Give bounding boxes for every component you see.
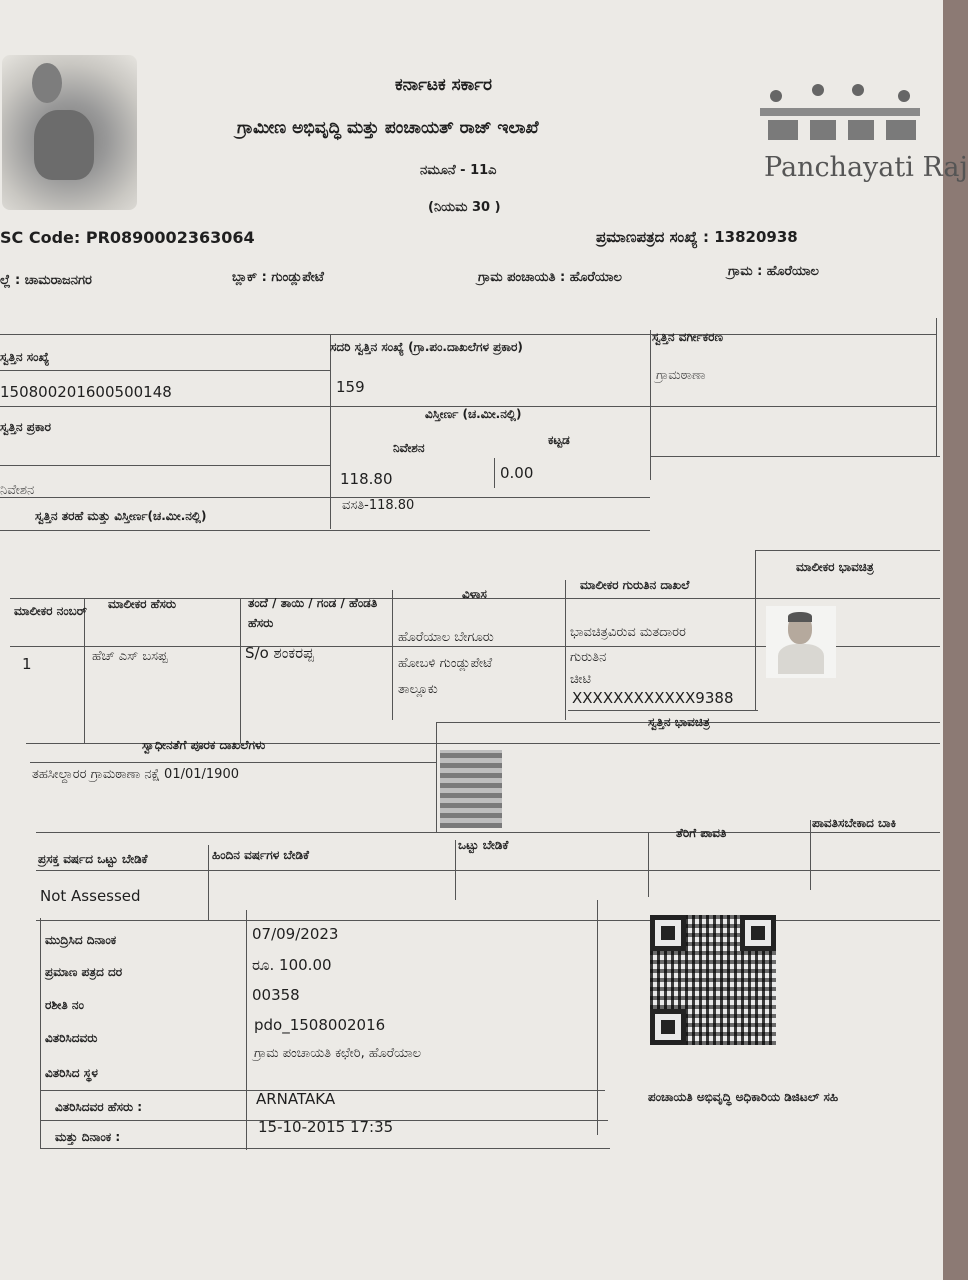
documents-value: ತಹಸೀಲ್ದಾರರ ಗ್ರಾಮಠಾಣಾ ನಕ್ಷೆ 01/01/1900 <box>32 767 239 782</box>
place-label: ವಿತರಿಸಿದ ಸ್ಥಳ <box>45 1066 98 1080</box>
table-border <box>36 832 940 833</box>
property-id-label: ಸ್ವತ್ತಿನ ಸಂಖ್ಯೆ <box>0 350 50 364</box>
id-doc-3: ಚೀಟಿ <box>570 672 591 687</box>
total-demand-label: ಒಟ್ಟು ಬೇಡಿಕೆ <box>458 838 509 852</box>
table-border <box>650 330 651 480</box>
logo-text: Panchayati Raj <box>764 152 968 183</box>
table-border <box>936 318 937 456</box>
table-border <box>392 590 393 720</box>
table-border <box>0 497 650 498</box>
table-border <box>436 722 437 832</box>
issuer-name-label: ವಿತರಿಸಿದವರ ಹೆಸರು : <box>55 1100 143 1114</box>
owner-address-1: ಹೊರೆಯಾಲ ಬೇಗೂರು <box>398 630 494 645</box>
date-value: 15-10-2015 17:35 <box>258 1118 394 1136</box>
block: ಬ್ಲಾಕ್ : ಗುಂಡ್ಲುಪೇಟೆ <box>232 270 324 285</box>
documents-label: ಸ್ವಾಧೀನತೆಗೆ ಪೂರಕ ದಾಖಲೆಗಳು <box>142 738 266 752</box>
table-border <box>597 900 598 1135</box>
receipt-label: ರಶೀತಿ ನಂ <box>45 998 84 1012</box>
digital-signature-label: ಪಂಚಾಯತಿ ಅಭಿವೃದ್ಧಿ ಅಧಿಕಾರಿಯ ಡಿಜಿಟಲ್ ಸಹಿ <box>648 1090 839 1104</box>
property-id-value: 150800201600500148 <box>0 383 172 401</box>
table-border <box>84 598 85 743</box>
karnataka-emblem-icon <box>2 55 137 210</box>
department-title: ಗ್ರಾಮೀಣ ಅಭಿವೃದ್ಧಿ ಮತ್ತು ಪಂಚಾಯತ್ ರಾಜ್ ಇಲಾಖೆ <box>237 118 539 138</box>
table-border <box>755 550 940 551</box>
address-header: ವಿಳಾಸ <box>462 587 487 601</box>
table-border <box>568 710 758 711</box>
table-border <box>36 920 940 921</box>
owner-photo <box>766 606 836 678</box>
table-border <box>240 598 241 743</box>
sadari-value: 159 <box>336 378 365 396</box>
current-year-demand-label: ಪ್ರಸಕ್ತ ವರ್ಷದ ಒಟ್ಟು ಬೇಡಿಕೆ <box>38 852 148 866</box>
certificate-number: ಪ್ರಮಾಣಪತ್ರದ ಸಂಖ್ಯೆ : 13820938 <box>596 228 798 246</box>
kind-area-value: ವಸತಿ-118.80 <box>342 498 415 513</box>
table-border <box>30 762 436 763</box>
issuer-value: pdo_1508002016 <box>254 1016 386 1034</box>
table-border <box>0 530 650 531</box>
balance-due-label: ಪಾವತಿಸಬೇಕಾದ ಬಾಕಿ <box>812 816 897 830</box>
property-type-label: ಸ್ವತ್ತಿನ ಪ್ರಕಾರ <box>0 420 51 434</box>
owner-number: 1 <box>22 655 32 673</box>
table-border <box>455 840 456 900</box>
site-area-value: 118.80 <box>340 470 393 488</box>
owner-relation: S/o ಶಂಕರಪ್ಪ <box>245 644 314 662</box>
property-photo-label: ಸ್ವತ್ತಿನ ಭಾವಚಿತ್ರ <box>648 715 710 729</box>
owner-name: ಹೆಚ್ ಎಸ್ ಬಸಪ್ಪ <box>92 649 168 664</box>
owner-address-3: ತಾಲ್ಲೂಕು <box>398 682 438 697</box>
property-type-value: ನಿವೇಶನ <box>0 483 35 498</box>
printed-date-label: ಮುದ್ರಿಸಿದ ದಿನಾಂಕ <box>45 933 117 947</box>
table-border <box>810 820 811 890</box>
table-border <box>0 370 330 371</box>
table-border <box>0 465 330 466</box>
printed-date: 07/09/2023 <box>252 925 339 943</box>
tax-paid-label: ತೆರಿಗೆ ಪಾವತಿ <box>676 826 727 840</box>
relation-header: ತಂದೆ / ತಾಯಿ / ಗಂಡ / ಹೆಂಡತಿ ಹೆಸರು <box>248 596 378 630</box>
site-label: ನಿವೇಶನ <box>393 441 425 455</box>
sc-code: SC Code: PR0890002363064 <box>0 228 255 247</box>
date-label: ಮತ್ತು ದಿನಾಂಕ : <box>55 1130 121 1144</box>
owner-photo-header: ಮಾಲೀಕರ ಭಾವಚಿತ್ರ <box>796 560 874 574</box>
owner-name-header: ಮಾಲೀಕರ ಹೆಸರು <box>108 597 177 611</box>
table-border <box>565 580 566 720</box>
place-value: ಗ್ರಾಮ ಪಂಚಾಯತಿ ಕಛೇರಿ, ಹೊರೆಯಾಲ <box>254 1046 422 1061</box>
table-border <box>755 550 756 710</box>
village: ಗ್ರಾಮ : ಹೊರೆಯಾಲ <box>728 264 819 279</box>
table-border <box>246 910 247 1150</box>
classification-value: ಗ್ರಾಮಠಾಣಾ <box>656 368 706 383</box>
fee-value: ರೂ. 100.00 <box>252 956 332 974</box>
tax-status: Not Assessed <box>40 887 141 905</box>
form-number: ನಮೂನೆ - 11ಎ <box>420 163 497 178</box>
fee-label: ಪ್ರಮಾಣ ಪತ್ರದ ದರ <box>45 965 123 979</box>
receipt-value: 00358 <box>252 986 300 1004</box>
table-border <box>36 870 940 871</box>
id-doc-2: ಗುರುತಿನ <box>570 650 607 665</box>
rule-number: (ನಿಯಮ 30 ) <box>428 200 501 215</box>
id-doc-1: ಭಾವಚಿತ್ರವಿರುವ ಮತದಾರರ <box>570 625 686 640</box>
table-border <box>40 918 41 1148</box>
issuer-label: ವಿತರಿಸಿದವರು <box>45 1031 98 1045</box>
previous-years-demand-label: ಹಿಂದಿನ ವರ್ಷಗಳ ಬೇಡಿಕೆ <box>212 848 310 862</box>
qr-code-icon <box>650 915 776 1045</box>
building-label: ಕಟ್ಟಡ <box>548 433 570 447</box>
owner-address-2: ಹೋಬಳಿ ಗುಂಡ್ಲುಪೇಟೆ <box>398 656 493 671</box>
table-border <box>0 334 937 335</box>
issuer-name-value: ARNATAKA <box>256 1090 336 1108</box>
panchayati-raj-logo-icon <box>760 82 925 142</box>
table-border <box>494 458 495 488</box>
table-border <box>40 1148 610 1149</box>
id-number: XXXXXXXXXXXX9388 <box>572 689 734 707</box>
owner-number-header: ಮಾಲೀಕರ ನಂಬರ್ <box>14 604 88 618</box>
table-border <box>648 832 649 897</box>
table-border <box>330 334 331 529</box>
kind-area-label: ಸ್ವತ್ತಿನ ತರಹೆ ಮತ್ತು ವಿಸ್ತೀರ್ಣ(ಚ.ಮೀ.ನಲ್ಲಿ) <box>35 509 207 523</box>
classification-label: ಸ್ವತ್ತಿನ ವರ್ಗೀಕರಣ <box>652 330 723 344</box>
id-doc-header: ಮಾಲೀಕರ ಗುರುತಿನ ದಾಖಲೆ <box>580 578 690 592</box>
table-border <box>650 456 940 457</box>
property-photo <box>440 750 502 828</box>
gram-panchayat: ಗ್ರಾಮ ಪಂಚಾಯತಿ : ಹೊರೆಯಾಲ <box>478 270 622 285</box>
building-area-value: 0.00 <box>500 464 534 482</box>
district: ಲ್ಲೆ : ಚಾಮರಾಜನಗರ <box>0 273 92 288</box>
govt-title: ಕರ್ನಾಟಕ ಸರ್ಕಾರ <box>395 75 493 95</box>
sadari-label: ಸದರಿ ಸ್ವತ್ತಿನ ಸಂಖ್ಯೆ (ಗ್ರಾ.ಪಂ.ದಾಖಲೆಗಳ ಪ್ರಕಾರ) <box>330 340 523 354</box>
table-border <box>208 845 209 920</box>
area-label: ವಿಸ್ತೀರ್ಣ (ಚ.ಮೀ.ನಲ್ಲಿ) <box>425 407 522 421</box>
